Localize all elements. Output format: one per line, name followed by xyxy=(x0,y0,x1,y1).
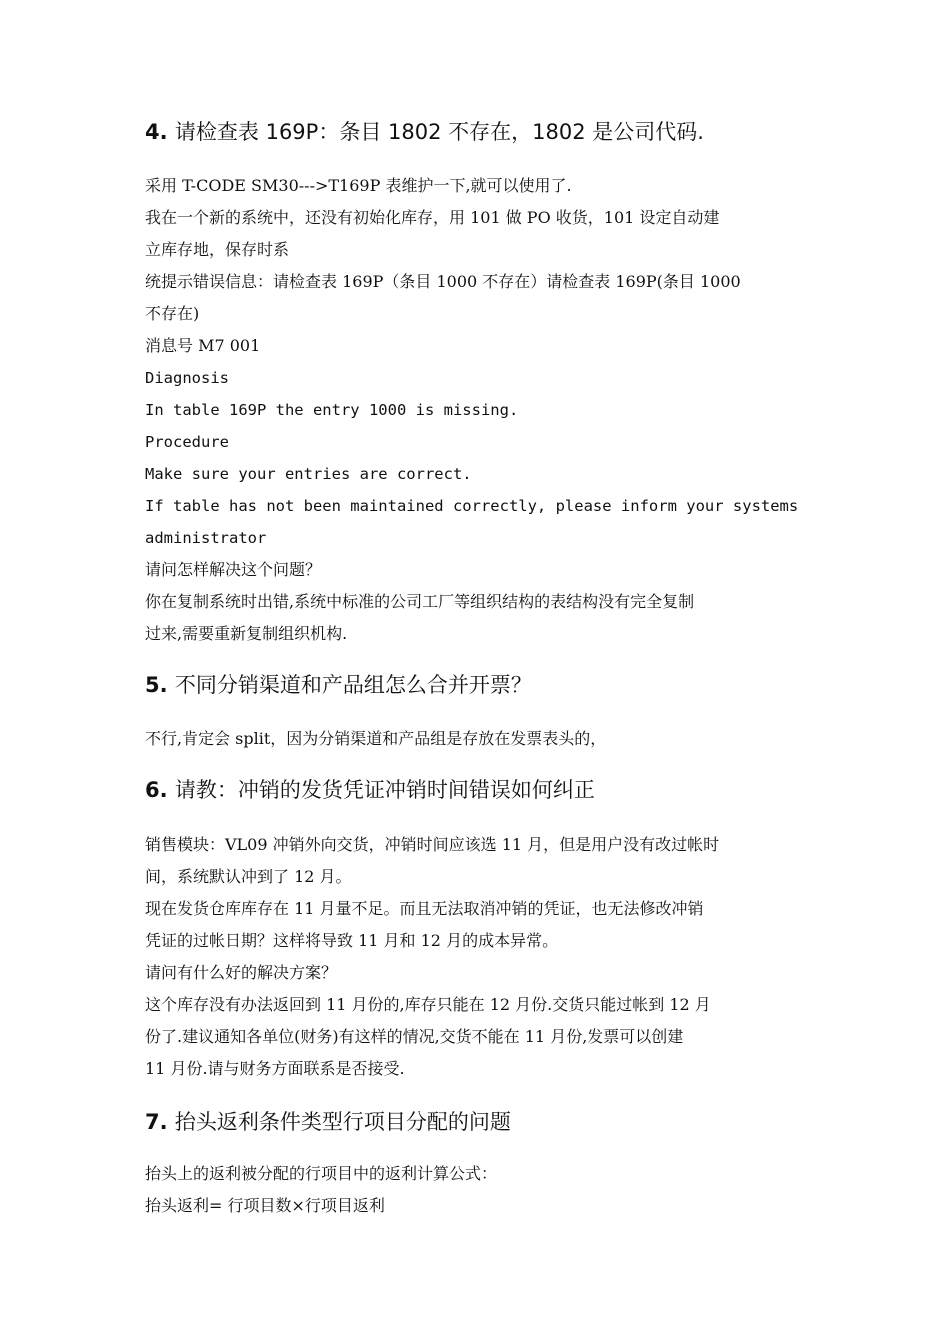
paragraph-line: In table 169P the entry 1000 is missing. xyxy=(145,401,519,419)
paragraph-line: Make sure your entries are correct. xyxy=(145,465,472,483)
section-6 xyxy=(145,775,815,805)
paragraph-line: administrator xyxy=(145,529,267,547)
section-4-body xyxy=(145,170,815,650)
section-heading xyxy=(145,1107,815,1137)
section-5-body xyxy=(145,723,815,755)
section-heading xyxy=(145,775,815,805)
section-5 xyxy=(145,670,815,700)
paragraph-line: Diagnosis xyxy=(145,369,229,387)
section-heading xyxy=(145,670,815,700)
paragraph-line: 这个库存没有办法返回到 11 月份的,库存只能在 12 月份.交货只能过帐到 12 月 xyxy=(145,995,711,1014)
paragraph-line: 凭证的过帐日期？这样将导致 11 月和 12 月的成本异常。 xyxy=(145,931,559,950)
paragraph-line: 份了.建议通知各单位(财务)有这样的情况,交货不能在 11 月份,发票可以创建 xyxy=(145,1027,684,1046)
section-title: 请教：冲销的发货凭证冲销时间错误如何纠正 xyxy=(174,778,595,802)
paragraph-line: 消息号 M7 001 xyxy=(145,336,261,355)
section-title: 不同分销渠道和产品组怎么合并开票？ xyxy=(174,673,532,697)
paragraph-line: 立库存地，保存时系 xyxy=(145,240,290,259)
paragraph-line: 我在一个新的系统中，还没有初始化库存，用 101 做 PO 收货，101 设定自动建 xyxy=(145,208,720,227)
paragraph-line: 不行,肯定会 split，因为分销渠道和产品组是存放在发票表头的， xyxy=(145,729,607,748)
paragraph-line: 抬头返利= 行项目数×行项目返利 xyxy=(145,1196,385,1215)
paragraph-line: 间，系统默认冲到了 12 月。 xyxy=(145,867,352,886)
section-title: 抬头返利条件类型行项目分配的问题 xyxy=(174,1110,511,1134)
section-heading xyxy=(145,117,815,147)
section-4 xyxy=(145,117,815,147)
paragraph-line: 抬头上的返利被分配的行项目中的返利计算公式： xyxy=(145,1164,498,1183)
section-number: 5. xyxy=(145,673,168,697)
paragraph-line: 请问有什么好的解决方案？ xyxy=(145,963,338,982)
paragraph-line: 现在发货仓库库存在 11 月量不足。而且无法取消冲销的凭证，也无法修改冲销 xyxy=(145,899,704,918)
section-7-body xyxy=(145,1158,815,1222)
section-title: 请检查表 169P：条目 1802 不存在，1802 是公司代码. xyxy=(174,120,704,144)
paragraph-line: 销售模块：VL09 冲销外向交货，冲销时间应该选 11 月，但是用户没有改过帐时 xyxy=(145,835,720,854)
paragraph-line: 不存在) xyxy=(145,304,200,323)
paragraph-line: 统提示错误信息：请检查表 169P（条目 1000 不存在）请检查表 169P(条目 1000 xyxy=(145,272,741,291)
section-number: 6. xyxy=(145,778,168,802)
paragraph-line: 请问怎样解决这个问题？ xyxy=(145,560,322,579)
paragraph-line: Procedure xyxy=(145,433,229,451)
section-7 xyxy=(145,1107,815,1137)
section-number: 7. xyxy=(145,1110,168,1134)
section-6-body xyxy=(145,829,815,1085)
paragraph-line: 过来,需要重新复制组织机构. xyxy=(145,624,348,643)
paragraph-line: If table has not been maintained correctly, please inform your systems xyxy=(145,497,799,515)
paragraph-line: 采用 T-CODE SM30--->T169P 表维护一下,就可以使用了. xyxy=(145,176,572,195)
paragraph-line: 11 月份.请与财务方面联系是否接受. xyxy=(145,1059,405,1078)
paragraph-line: 你在复制系统时出错,系统中标准的公司工厂等组织结构的表结构没有完全复制 xyxy=(145,592,695,611)
section-number: 4. xyxy=(145,120,168,144)
